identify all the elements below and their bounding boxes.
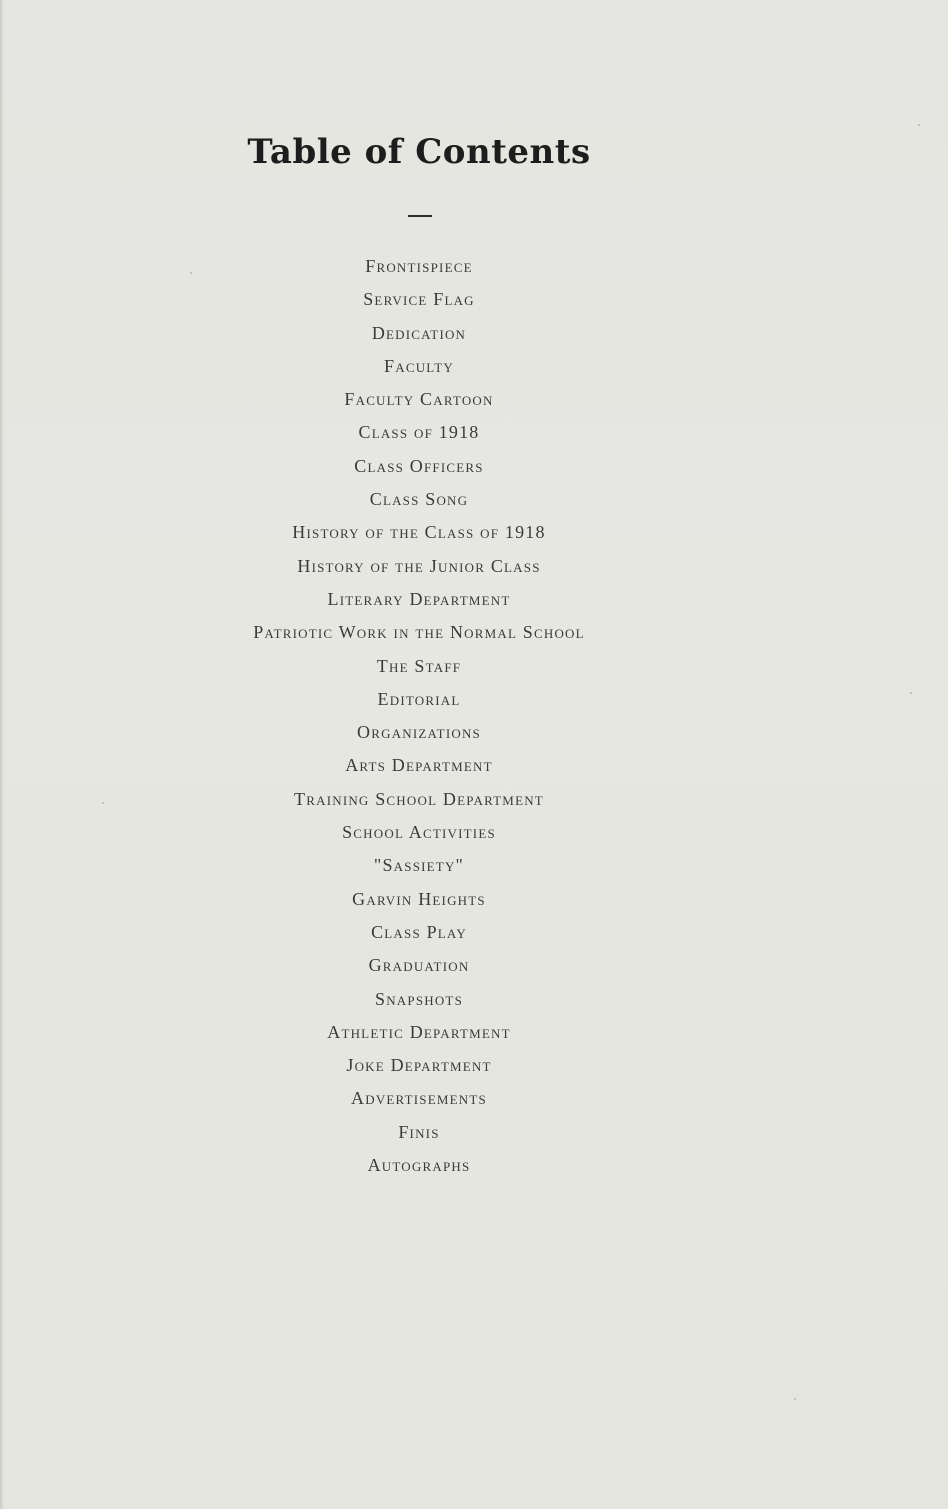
toc-entry: Garvin Heights <box>352 888 486 909</box>
toc-entry: Class Song <box>369 489 469 510</box>
page-title: Table of Contents <box>247 132 591 172</box>
paper-speck <box>918 124 920 126</box>
toc-entry: Graduation <box>368 955 470 976</box>
toc-entry: Advertisements <box>351 1088 487 1109</box>
toc-entry: Athletic Department <box>327 1021 511 1042</box>
toc-entry: Class Play <box>371 921 467 942</box>
toc-entry: Patriotic Work in the Normal School <box>253 622 585 643</box>
toc-entry: Dedication <box>371 322 467 343</box>
toc-entry: Autographs <box>367 1155 471 1176</box>
toc-entry: History of the Class of 1918 <box>292 522 546 543</box>
title-divider <box>408 215 432 217</box>
toc-entry: Faculty Cartoon <box>344 389 494 410</box>
toc-entry: Class of 1918 <box>358 422 480 443</box>
toc-entry: Snapshots <box>375 988 463 1009</box>
toc-entry: Organizations <box>357 722 481 743</box>
toc-entry: Frontispiece <box>365 256 473 276</box>
toc-entry: Finis <box>398 1121 440 1142</box>
toc-entry: History of the Junior Class <box>297 555 541 576</box>
toc-list <box>0 252 838 1184</box>
toc-entry: Literary Department <box>327 588 511 609</box>
toc-entry: Joke Department <box>346 1055 492 1076</box>
toc-entry: Editorial <box>377 688 461 709</box>
toc-entry: "Sassiety" <box>373 855 465 876</box>
toc-entry: The Staff <box>376 655 462 676</box>
toc-entry: Arts Department <box>345 755 493 776</box>
paper-speck <box>910 692 912 694</box>
toc-entry: Service Flag <box>363 289 475 310</box>
toc-entry: Class Officers <box>354 455 484 476</box>
toc-entry: School Activities <box>342 822 496 843</box>
toc-entry: Training School Department <box>294 788 544 809</box>
toc-entry: Faculty <box>384 355 454 376</box>
paper-speck <box>794 1398 796 1400</box>
